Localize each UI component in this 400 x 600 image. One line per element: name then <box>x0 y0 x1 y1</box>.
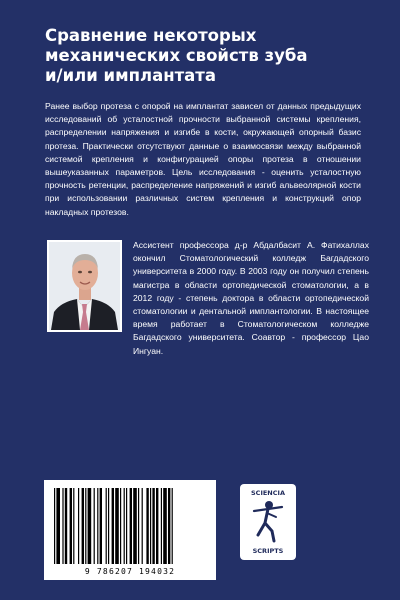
barcode-bar <box>112 488 114 564</box>
runner-figure-icon <box>252 499 284 543</box>
barcode-bar <box>108 488 109 564</box>
author-bio: Ассистент профессора д-р Абдалбасит А. Фатихаллах окончил Стоматологический колледж Багдадского университета в 2000 году. В 2003 году он получил степень магистра в области ортопедической стоматологии, а в 2012 году - степень доктора в области ортопедической стоматологии и дентальной имплантологии. В настоящее время работает в Стоматологическом колледже Багдадского университета. Соавтор - профессор Цао Ингуан. <box>133 240 369 356</box>
isbn-barcode <box>44 480 216 580</box>
publisher-name-bottom: SCRIPTS <box>252 547 284 555</box>
publisher-name-top: SCIENCIA <box>251 489 285 497</box>
barcode-bar <box>150 488 151 564</box>
barcode-bar <box>97 488 98 564</box>
barcode-bars <box>54 488 206 564</box>
barcode-bar <box>126 488 127 564</box>
barcode-bar <box>146 488 148 564</box>
barcode-bar <box>156 488 158 564</box>
barcode-bar <box>120 488 121 564</box>
isbn-digits: 9 786207 194032 <box>84 567 176 576</box>
book-abstract: Ранее выбор протеза с опорой на имплантат зависел от данных предыдущих исследований об усталостной прочности выбранной системы крепления, распределении напряжения и изгибе в кости, окружающей опорный базис протеза. Практически отсутствуют данные о взаимосвязи между выбранной системой крепления и конфигурацией опоры протеза в отношении вышеуказанных параметров. Цель исследования - оценить усталостную прочность ретенции, распределение напряжений и изгиб альвеолярной кости при использовании различных систем крепления и конструкций опор накладных протезов. <box>45 101 361 217</box>
author-portrait-image <box>49 242 120 330</box>
author-photo <box>47 240 122 332</box>
barcode-bar <box>82 488 84 564</box>
book-title: Сравнение некоторых механических свойств зуба и/или имплантата <box>45 26 308 85</box>
barcode-bar <box>168 488 170 564</box>
barcode-bar <box>161 488 162 564</box>
barcode-bar <box>85 488 86 564</box>
barcode-bar <box>62 488 63 564</box>
publisher-logo <box>240 484 296 560</box>
barcode-bar <box>100 488 102 564</box>
barcode-bar <box>56 488 60 564</box>
barcode-bar <box>65 488 67 564</box>
barcode-bar <box>70 488 72 564</box>
barcode-bar <box>124 488 125 564</box>
barcode-bar <box>130 488 132 564</box>
barcode-bar <box>115 488 119 564</box>
barcode-bar <box>133 488 137 564</box>
barcode-bar <box>172 488 173 564</box>
barcode-bar <box>138 488 139 564</box>
barcode-bar <box>94 488 95 564</box>
barcode-bar <box>142 488 143 564</box>
barcode-bar <box>88 488 92 564</box>
barcode-bar <box>106 488 107 564</box>
barcode-bar <box>54 488 55 564</box>
barcode-bar <box>152 488 154 564</box>
barcode-bar <box>78 488 79 564</box>
barcode-bar <box>73 488 74 564</box>
barcode-bar <box>163 488 167 564</box>
